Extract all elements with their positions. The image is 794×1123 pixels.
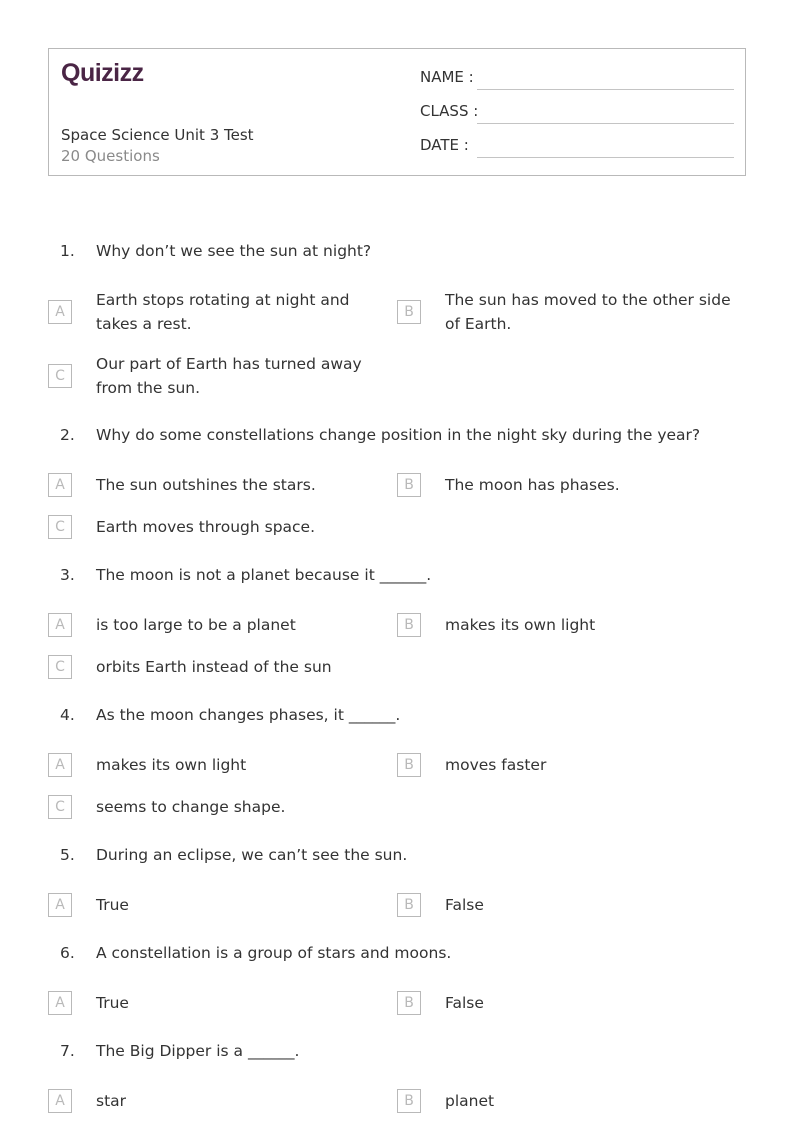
option-box-a[interactable]: A xyxy=(48,991,72,1015)
option-text: seems to change shape. xyxy=(96,798,286,816)
test-title: Space Science Unit 3 Test xyxy=(61,126,254,144)
question-text: As the moon changes phases, it ______. xyxy=(96,706,401,724)
date-label: DATE : xyxy=(420,136,469,154)
quizizz-logo: Quizizz xyxy=(61,59,144,87)
option-text: The sun outshines the stars. xyxy=(96,476,316,494)
option-box-c[interactable]: C xyxy=(48,364,72,388)
question-text: Why do some constellations change position in the night sky during the year? xyxy=(96,426,701,444)
option-box-b[interactable]: B xyxy=(397,893,421,917)
question-number: 5. xyxy=(60,846,75,864)
name-field[interactable] xyxy=(420,68,734,92)
option-box-b[interactable]: B xyxy=(397,613,421,637)
class-field[interactable] xyxy=(420,102,734,126)
option-text: True xyxy=(96,994,129,1012)
question-number: 1. xyxy=(60,242,75,260)
option-box-c[interactable]: C xyxy=(48,655,72,679)
option-box-b[interactable]: B xyxy=(397,753,421,777)
question-count: 20 Questions xyxy=(61,147,160,165)
option-text: orbits Earth instead of the sun xyxy=(96,658,332,676)
option-text: Our part of Earth has turned away from the sun. xyxy=(96,355,362,397)
option-box-b[interactable]: B xyxy=(397,991,421,1015)
option-text: False xyxy=(445,994,484,1012)
option-text: makes its own light xyxy=(445,616,596,634)
question-text: Why don’t we see the sun at night? xyxy=(96,242,372,260)
question-text: The moon is not a planet because it ______. xyxy=(96,566,432,584)
date-field[interactable] xyxy=(420,136,734,160)
option-text: planet xyxy=(445,1092,495,1110)
question-number: 3. xyxy=(60,566,75,584)
question-number: 6. xyxy=(60,944,75,962)
option-text: The sun has moved to the other side of Earth. xyxy=(445,291,731,333)
option-text: star xyxy=(96,1092,127,1110)
question-text: The Big Dipper is a ______. xyxy=(96,1042,300,1060)
option-text: is too large to be a planet xyxy=(96,616,296,634)
option-box-a[interactable]: A xyxy=(48,893,72,917)
option-text: True xyxy=(96,896,129,914)
question-text: A constellation is a group of stars and moons. xyxy=(96,944,452,962)
date-line[interactable] xyxy=(477,157,734,158)
question-number: 7. xyxy=(60,1042,75,1060)
question-text: During an eclipse, we can’t see the sun. xyxy=(96,846,408,864)
option-text: Earth moves through space. xyxy=(96,518,316,536)
name-line[interactable] xyxy=(477,89,734,90)
question-number: 4. xyxy=(60,706,75,724)
option-box-a[interactable]: A xyxy=(48,300,72,324)
option-box-b[interactable]: B xyxy=(397,300,421,324)
option-box-b[interactable]: B xyxy=(397,1089,421,1113)
option-text: False xyxy=(445,896,484,914)
option-box-a[interactable]: A xyxy=(48,753,72,777)
class-line[interactable] xyxy=(477,123,734,124)
question-number: 2. xyxy=(60,426,75,444)
class-label: CLASS : xyxy=(420,102,479,120)
option-box-b[interactable]: B xyxy=(397,473,421,497)
option-box-a[interactable]: A xyxy=(48,1089,72,1113)
worksheet-header xyxy=(48,48,746,176)
option-text: makes its own light xyxy=(96,756,247,774)
option-text: The moon has phases. xyxy=(445,476,620,494)
option-box-a[interactable]: A xyxy=(48,473,72,497)
option-text: Earth stops rotating at night and takes a rest. xyxy=(96,291,350,333)
option-box-c[interactable]: C xyxy=(48,795,72,819)
name-label: NAME : xyxy=(420,68,474,86)
option-text: moves faster xyxy=(445,756,547,774)
option-box-a[interactable]: A xyxy=(48,613,72,637)
option-box-c[interactable]: C xyxy=(48,515,72,539)
